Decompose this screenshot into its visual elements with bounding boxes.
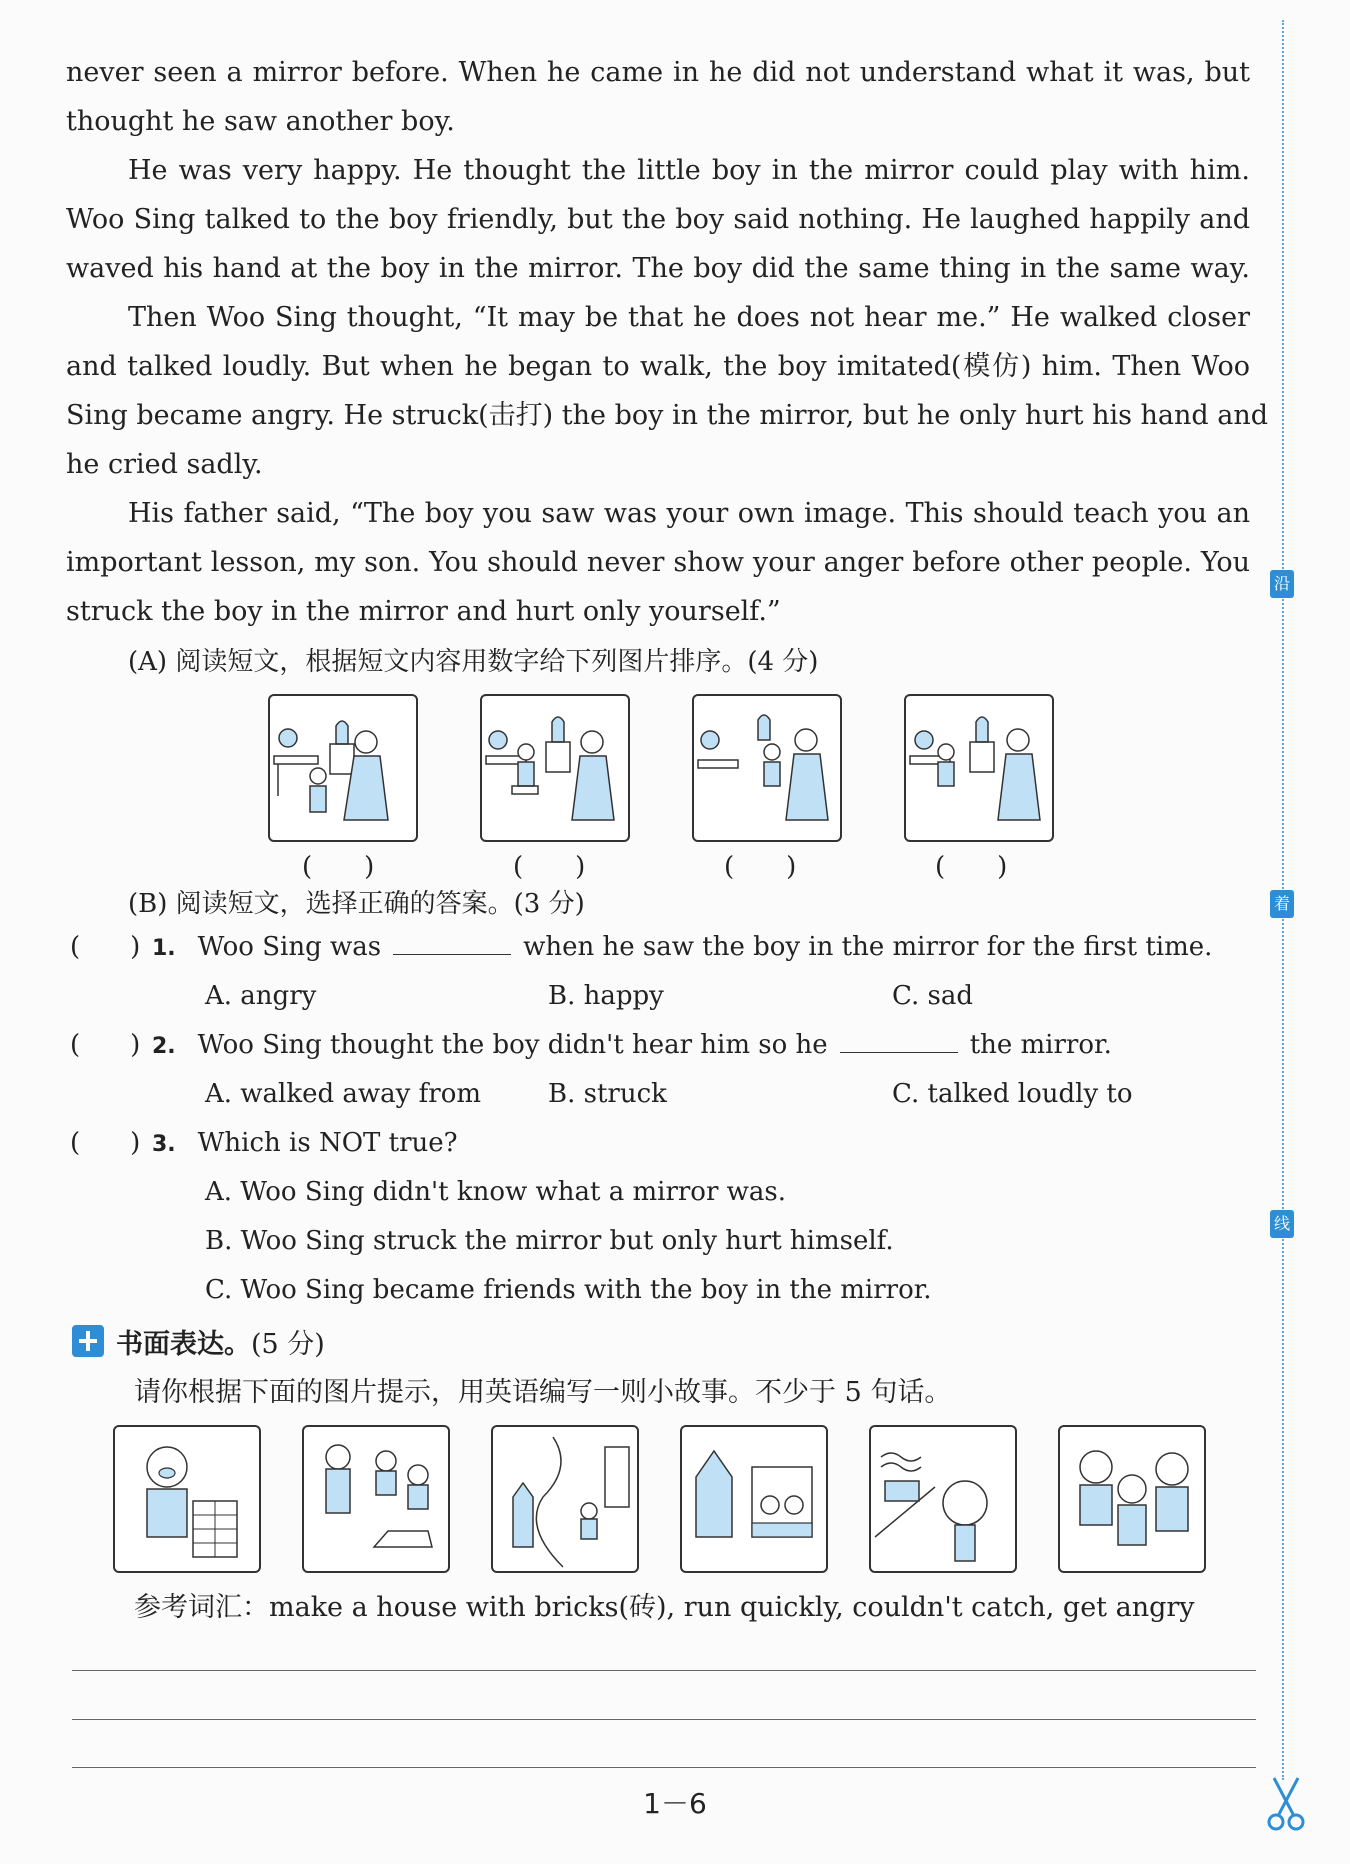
story-picture-1 xyxy=(268,694,418,842)
cut-tab: 沿 xyxy=(1270,570,1294,598)
writing-title: 书面表达。(5 分) xyxy=(116,1329,325,1360)
reference-vocabulary: 参考词汇：make a house with bricks(砖), run quickly, couldn't catch, get angry xyxy=(134,1592,1195,1623)
story-picture-3 xyxy=(692,694,842,842)
passage-line: never seen a mirror before. When he came in he did not understand what it was, but xyxy=(66,57,1250,88)
answer-bracket[interactable]: ( ) xyxy=(935,852,1008,882)
passage-line: Then Woo Sing thought, “It may be that he does not hear me.” He walked closer xyxy=(128,302,1250,333)
answer-line[interactable] xyxy=(72,1670,1256,1671)
answer-bracket[interactable]: ( ) xyxy=(302,852,375,882)
cut-tab: 线 xyxy=(1270,1210,1294,1238)
question-3: ( ) 3. Which is NOT true? xyxy=(70,1128,458,1158)
option-c[interactable]: C. sad xyxy=(892,981,973,1011)
wolf-at-house-picture xyxy=(680,1425,828,1573)
story-picture-4 xyxy=(904,694,1054,842)
passage-line: He was very happy. He thought the little boy in the mirror could play with him. xyxy=(128,155,1250,186)
cut-tab: 着 xyxy=(1270,890,1294,918)
passage-line: waved his hand at the boy in the mirror. The boy did the same thing in the same way. xyxy=(66,253,1250,284)
wolf-in-chimney-picture xyxy=(869,1425,1017,1573)
question-number: 1. xyxy=(152,936,176,961)
scissors-icon xyxy=(1266,1776,1306,1832)
passage-line: he cried sadly. xyxy=(66,449,263,480)
option-b[interactable]: B. happy xyxy=(548,981,664,1011)
option-b[interactable]: B. struck xyxy=(548,1079,667,1109)
section-ten-icon xyxy=(72,1325,104,1357)
passage-line: Sing became angry. He struck(击打) the boy in the mirror, but he only hurt his hand and xyxy=(66,400,1269,431)
writing-instruction: 请你根据下面的图片提示，用英语编写一则小故事。不少于 5 句话。 xyxy=(134,1377,952,1408)
passage-line: important lesson, my son. You should never show your anger before other people. You xyxy=(66,547,1250,578)
answer-bracket[interactable]: ( ) xyxy=(70,1030,141,1060)
answer-bracket[interactable]: ( ) xyxy=(513,852,586,882)
question-1: ( ) 1. Woo Sing was when he saw the boy in the mirror for the first time. xyxy=(70,932,1213,962)
passage-line: His father said, “The boy you saw was your own image. This should teach you an xyxy=(128,498,1250,529)
answer-bracket[interactable]: ( ) xyxy=(724,852,797,882)
question-number: 3. xyxy=(152,1132,176,1157)
question-number: 2. xyxy=(152,1034,176,1059)
passage-line: and talked loudly. But when he began to walk, the boy imitated(模仿) him. Then Woo xyxy=(66,351,1250,382)
answer-bracket[interactable]: ( ) xyxy=(70,932,141,962)
section-b-title: (B) 阅读短文，选择正确的答案。(3 分) xyxy=(128,889,585,919)
answer-line[interactable] xyxy=(72,1719,1256,1720)
wolf-chasing-picture xyxy=(491,1425,639,1573)
pigs-and-houses-picture xyxy=(302,1425,450,1573)
option-a[interactable]: A. walked away from xyxy=(205,1079,481,1109)
option-a[interactable]: A. Woo Sing didn't know what a mirror was. xyxy=(205,1177,787,1207)
option-c[interactable]: C. Woo Sing became friends with the boy in the mirror. xyxy=(205,1275,932,1305)
answer-line[interactable] xyxy=(72,1767,1256,1768)
page-number: 1－6 xyxy=(643,1787,707,1820)
passage-line: thought he saw another boy. xyxy=(66,106,455,137)
passage-line: Woo Sing talked to the boy friendly, but the boy said nothing. He laughed happily and xyxy=(66,204,1250,235)
option-b[interactable]: B. Woo Sing struck the mirror but only hurt himself. xyxy=(205,1226,894,1256)
option-c[interactable]: C. talked loudly to xyxy=(892,1079,1133,1109)
happy-pigs-picture xyxy=(1058,1425,1206,1573)
answer-bracket[interactable]: ( ) xyxy=(70,1128,141,1158)
reading-passage xyxy=(66,48,1269,636)
passage-line: struck the boy in the mirror and hurt only yourself.” xyxy=(66,596,781,627)
option-a[interactable]: A. angry xyxy=(205,981,317,1011)
question-2: ( ) 2. Woo Sing thought the boy didn't hear him so he the mirror. xyxy=(70,1030,1112,1060)
section-a-title: (A) 阅读短文，根据短文内容用数字给下列图片排序。(4 分) xyxy=(128,647,819,677)
fill-blank[interactable] xyxy=(840,1032,958,1053)
pig-building-brick-picture xyxy=(113,1425,261,1573)
fill-blank[interactable] xyxy=(393,934,511,955)
story-picture-2 xyxy=(480,694,630,842)
